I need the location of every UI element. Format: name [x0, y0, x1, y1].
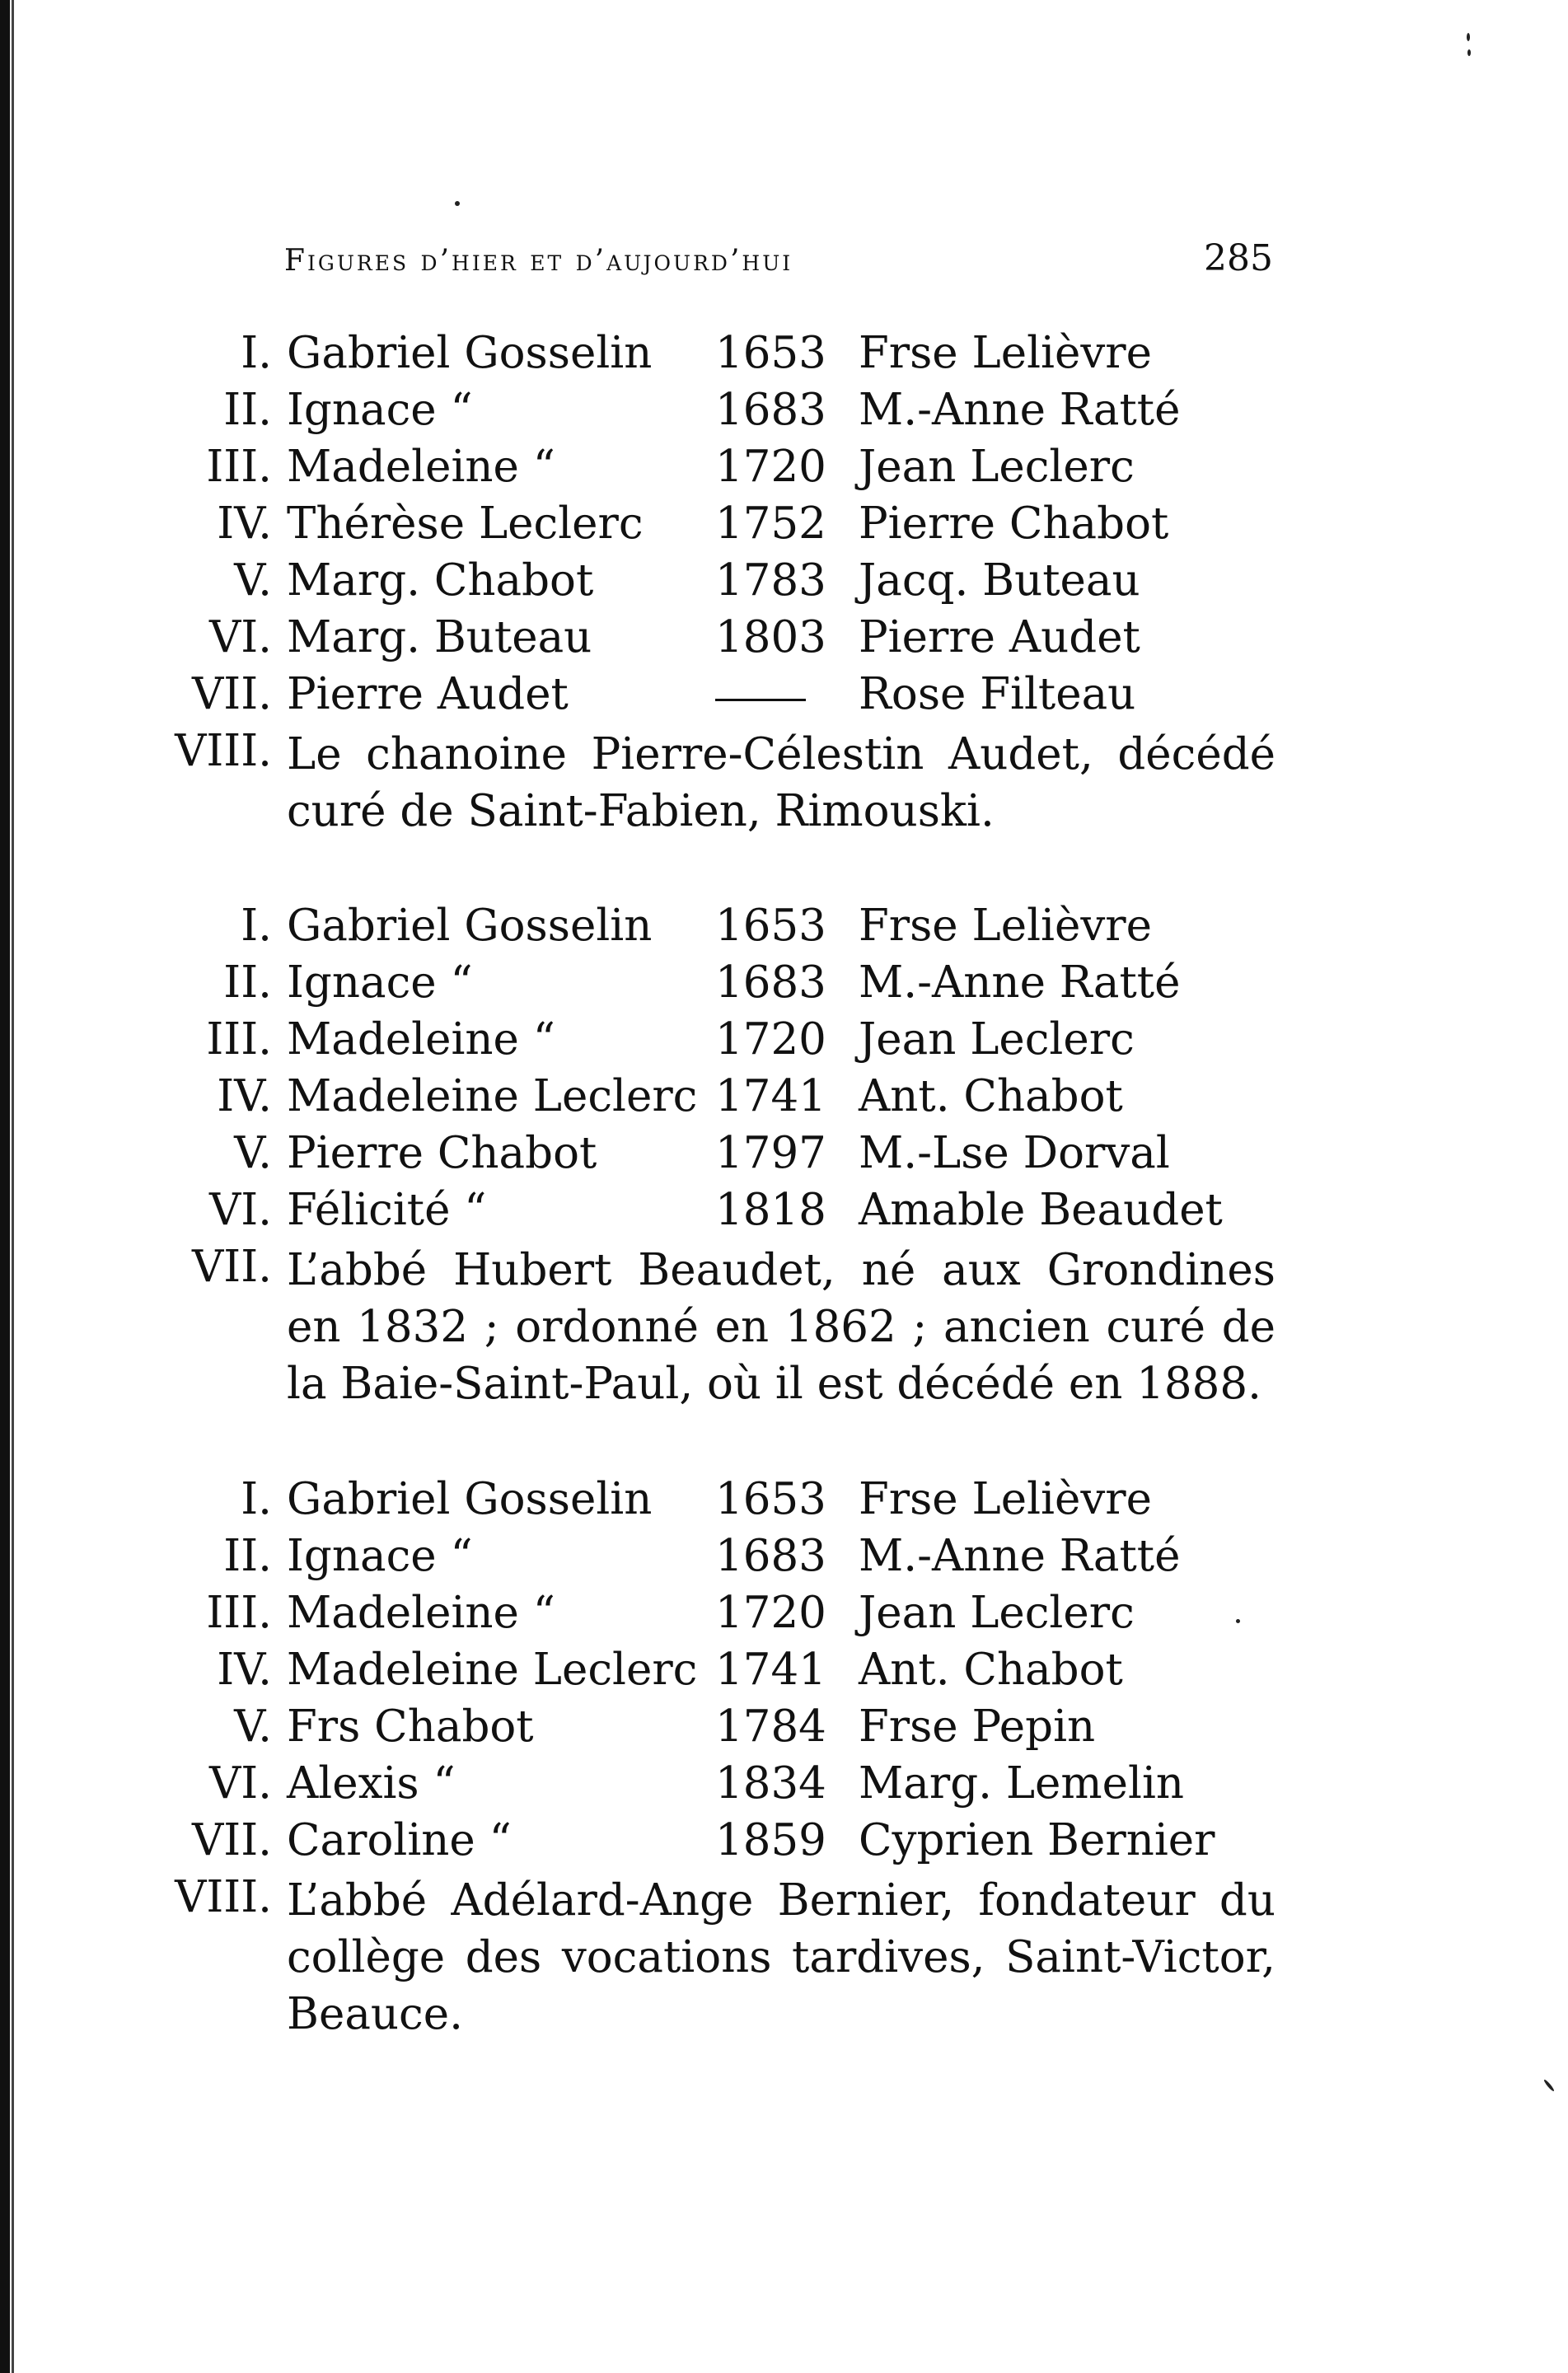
marriage-year: 1784: [715, 1701, 826, 1752]
marriage-year: 1818: [715, 1185, 826, 1235]
scan-speck: [1467, 49, 1471, 56]
page-number: 285: [1204, 237, 1273, 279]
genealogy-3: [0, 1474, 1568, 2039]
genealogy-row: [0, 442, 1568, 498]
genealogy-row: [0, 1815, 1568, 1872]
generation-number: VIII.: [175, 726, 272, 776]
person-name: Alexis “: [287, 1758, 456, 1809]
generation-number: VII.: [192, 669, 272, 719]
generation-number: V.: [234, 1128, 272, 1178]
marriage-year: 1741: [715, 1645, 826, 1695]
spouse-name: Jean Leclerc: [859, 1588, 1135, 1638]
person-name: Gabriel Gosselin: [287, 328, 653, 378]
generation-number: I.: [241, 328, 272, 378]
marriage-year: 1653: [715, 1474, 826, 1524]
generation-number: I.: [241, 901, 272, 951]
generation-number: VII.: [192, 1815, 272, 1865]
person-name: Gabriel Gosselin: [287, 901, 653, 951]
genealogy-row: [0, 1071, 1568, 1128]
person-name: Madeleine “: [287, 1588, 555, 1638]
generation-number: III.: [206, 1014, 272, 1065]
marriage-year: 1683: [715, 385, 826, 435]
generation-number: III.: [206, 442, 272, 492]
generation-number: V.: [234, 555, 272, 606]
scan-speck: [1543, 2079, 1556, 2092]
generation-number: VI.: [208, 612, 272, 662]
marriage-year: 1741: [715, 1071, 826, 1121]
marriage-year: 1803: [715, 612, 826, 662]
marriage-year: 1653: [715, 328, 826, 378]
generation-number: IV.: [217, 1645, 272, 1695]
generation-number: III.: [206, 1588, 272, 1638]
spouse-name: Ant. Chabot: [859, 1071, 1123, 1121]
generation-number: VI.: [208, 1185, 272, 1235]
generation-number: II.: [223, 385, 272, 435]
generation-number: IV.: [217, 1071, 272, 1121]
genealogy-row: [0, 1645, 1568, 1701]
genealogy-row: [0, 1128, 1568, 1185]
spouse-name: Jacq. Buteau: [859, 555, 1140, 606]
spouse-name: M.-Lse Dorval: [859, 1128, 1170, 1178]
spouse-name: M.-Anne Ratté: [859, 385, 1181, 435]
marriage-year: 1752: [715, 498, 826, 549]
genealogy-2: [0, 901, 1568, 1409]
final-descendant-text: Le chanoine Pierre-Célestin Audet, décédé curé de Saint-Fabien, Rimouski.: [287, 729, 1275, 836]
person-name: Gabriel Gosselin: [287, 1474, 653, 1524]
marriage-year: 1683: [715, 957, 826, 1008]
genealogy-row: [0, 1588, 1568, 1645]
person-name: Marg. Chabot: [287, 555, 594, 606]
genealogy-row: [0, 1014, 1568, 1071]
genealogy-row: [0, 957, 1568, 1014]
person-name: Félicité “: [287, 1185, 487, 1235]
marriage-year: 1834: [715, 1758, 826, 1809]
person-name: Frs Chabot: [287, 1701, 534, 1752]
spouse-name: Cyprien Bernier: [859, 1815, 1215, 1865]
spouse-name: Frse Lelièvre: [859, 901, 1152, 951]
genealogy-row: [0, 1185, 1568, 1242]
person-name: Madeleine “: [287, 442, 555, 492]
spouse-name: M.-Anne Ratté: [859, 1531, 1181, 1581]
person-name: Ignace “: [287, 957, 473, 1008]
generation-number: VIII.: [175, 1872, 272, 1922]
marriage-year: 1653: [715, 901, 826, 951]
generation-number: VII.: [192, 1242, 272, 1292]
marriage-year: 1783: [715, 555, 826, 606]
page-header: [284, 237, 1273, 293]
missing-year-dash: [715, 699, 806, 701]
marriage-year: 1720: [715, 1014, 826, 1065]
genealogy-row: [0, 669, 1568, 726]
person-name: Madeleine Leclerc: [287, 1645, 698, 1695]
spouse-name: Pierre Chabot: [859, 498, 1169, 549]
spouse-name: Frse Lelièvre: [859, 1474, 1152, 1524]
genealogy-row: [0, 1758, 1568, 1815]
genealogy-row: [0, 328, 1568, 385]
person-name: Ignace “: [287, 385, 473, 435]
generation-number: IV.: [217, 498, 272, 549]
spouse-name: Ant. Chabot: [859, 1645, 1123, 1695]
generation-number: I.: [241, 1474, 272, 1524]
generation-number: II.: [223, 957, 272, 1008]
genealogy-row: [0, 612, 1568, 669]
person-name: Thérèse Leclerc: [287, 498, 644, 549]
genealogy-row: [0, 901, 1568, 957]
spouse-name: Marg. Lemelin: [859, 1758, 1185, 1809]
marriage-year: 1720: [715, 442, 826, 492]
genealogy-row: [0, 498, 1568, 555]
person-name: Ignace “: [287, 1531, 473, 1581]
spouse-name: Pierre Audet: [859, 612, 1140, 662]
generation-number: VI.: [208, 1758, 272, 1809]
spouse-name: Jean Leclerc: [859, 442, 1135, 492]
spouse-name: Rose Filteau: [859, 669, 1136, 719]
genealogy-1: [0, 328, 1568, 836]
genealogy-row: [0, 555, 1568, 612]
genealogy-row: [0, 1531, 1568, 1588]
person-name: Caroline “: [287, 1815, 512, 1865]
spouse-name: Jean Leclerc: [859, 1014, 1135, 1065]
marriage-year: 1859: [715, 1815, 826, 1865]
spouse-name: Amable Beaudet: [859, 1185, 1223, 1235]
marriage-year: 1797: [715, 1128, 826, 1178]
spouse-name: M.-Anne Ratté: [859, 957, 1181, 1008]
genealogy-row: [0, 1474, 1568, 1531]
spouse-name: Frse Lelièvre: [859, 328, 1152, 378]
genealogy-row: [0, 1701, 1568, 1758]
generation-number: V.: [234, 1701, 272, 1752]
running-title: Figures d’hier et d’aujourd’hui: [284, 244, 793, 278]
scan-speck: [455, 201, 460, 206]
generation-number: II.: [223, 1531, 272, 1581]
person-name: Pierre Chabot: [287, 1128, 597, 1178]
final-descendant-text: L’abbé Hubert Beaudet, né aux Grondines en 1832 ; ordonné en 1862 ; ancien curé de la Baie-Saint-Paul, où il est décédé en 1888.: [287, 1245, 1275, 1409]
person-name: Marg. Buteau: [287, 612, 592, 662]
person-name: Pierre Audet: [287, 669, 569, 719]
person-name: Madeleine Leclerc: [287, 1071, 698, 1121]
marriage-year: 1683: [715, 1531, 826, 1581]
marriage-year: 1720: [715, 1588, 826, 1638]
person-name: Madeleine “: [287, 1014, 555, 1065]
final-descendant-text: L’abbé Adélard-Ange Bernier, fondateur du collège des vocations tardives, Saint-Victor, Beauce.: [287, 1875, 1275, 2039]
scan-speck: [1236, 1619, 1240, 1623]
spouse-name: Frse Pepin: [859, 1701, 1096, 1752]
scan-speck: [1467, 33, 1470, 41]
genealogy-row: [0, 385, 1568, 442]
